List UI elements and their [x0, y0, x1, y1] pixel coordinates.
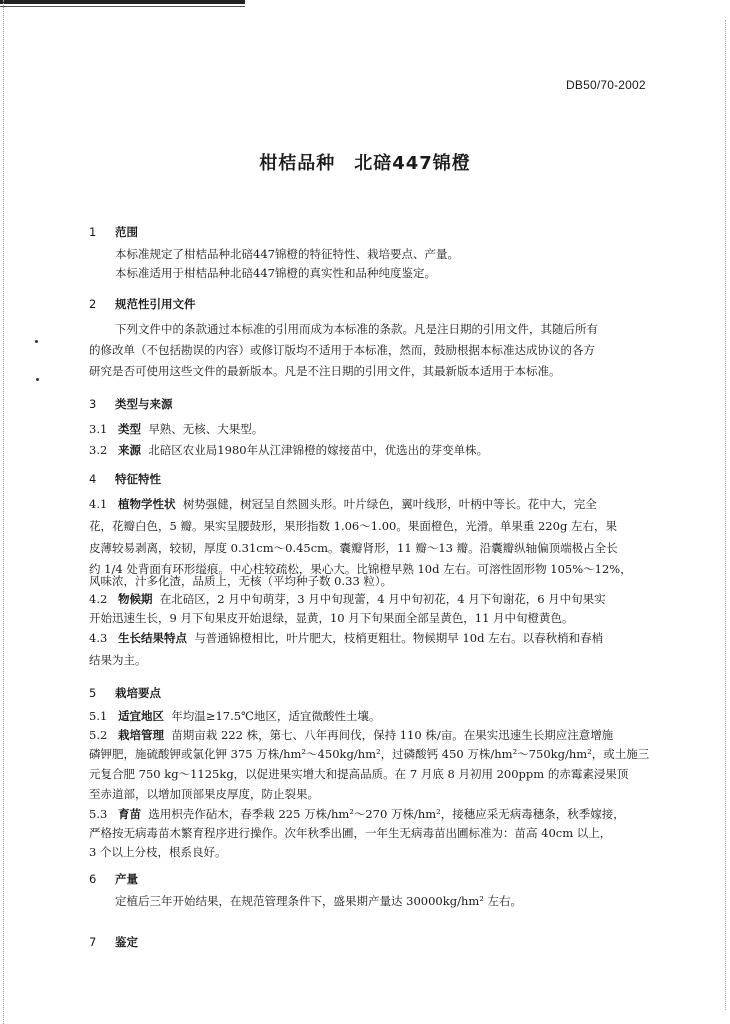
- paragraph-line: 的修改单（不包括勘误的内容）或修订版均不适用于本标准，然而，鼓励根据本标准达成协议的各方: [89, 343, 595, 357]
- scan-border-line: [0, 6, 245, 7]
- section-title: 特征特性: [115, 472, 161, 486]
- paragraph-line: 开始迅速生长，9 月下旬果皮开始退绿，显黄，10 月下旬果面全部呈黄色，11 月中旬橙黄色。: [89, 611, 574, 625]
- section-title: 类型与来源: [115, 397, 173, 411]
- paragraph-line: 元复合肥 750 kg～1125kg，以促进果实增大和提高品质。在 7 月底 8 月初用 200ppm 的赤霉素浸果顶: [89, 767, 629, 781]
- paragraph: 本标准适用于柑桔品种北碚447锦橙的真实性和品种纯度鉴定。: [115, 266, 436, 280]
- paragraph-line: 约 1/4 处背面有环形缢痕。中心柱较疏松，果心大。比锦橙早熟 10d 左右。可溶性固形物 105%～12%，: [89, 562, 632, 576]
- paragraph-line: 3 个以上分枝，根系良好。: [89, 845, 227, 859]
- paragraph: 定植后三年开始结果，在规范管理条件下，盛果期产量达 30000kg/hm² 左右。: [115, 894, 523, 908]
- section-number: 4: [89, 472, 97, 486]
- section-heading-5: [89, 685, 161, 701]
- paragraph-line: 严格按无病毒苗木繁育程序进行操作。次年秋季出圃，一年生无病毒苗出圃标准为：苗高 40cm 以上，: [89, 826, 612, 840]
- clause-text: 早熟、无核、大果型。: [148, 422, 264, 436]
- clause-3-2: [89, 442, 488, 458]
- clause-label: 育苗: [118, 807, 141, 821]
- section-title: 产量: [115, 872, 138, 886]
- paragraph-line: 花，花瓣白色，5 瓣。果实呈腰鼓形，果形指数 1.06～1.00。果面橙色，光滑。单果重 220g 左右，果: [89, 519, 617, 533]
- clause-number: 5.1: [89, 709, 108, 723]
- clause-5-1: [89, 708, 380, 724]
- paragraph-line: 下列文件中的条款通过本标准的引用而成为本标准的条款。凡是注日期的引用文件，其随后所有: [115, 322, 598, 336]
- clause-5-3: [89, 806, 625, 822]
- clause-number: 4.1: [89, 497, 108, 511]
- clause-label: 生长结果特点: [118, 631, 187, 645]
- section-number: 2: [89, 297, 97, 311]
- paragraph-line: 皮薄较易剥离，较韧，厚度 0.31cm～0.45cm。囊瓣肾形，11 瓣～13 瓣。沿囊瓣纵轴偏顶端极占全长: [89, 541, 618, 555]
- clause-label: 栽培管理: [118, 728, 164, 742]
- clause-label: 类型: [118, 422, 141, 436]
- standard-code: DB50/70-2002: [566, 78, 646, 92]
- clause-number: 5.3: [89, 807, 108, 821]
- clause-text: 树势强健，树冠呈自然圆头形。叶片绿色，翼叶线形，叶柄中等长。花中大，完全: [182, 497, 597, 511]
- section-heading-6: [89, 871, 138, 887]
- clause-text: 与普通锦橙相比，叶片肥大，枝梢更粗壮。物候期早 10d 左右。以春秋梢和春梢: [194, 631, 604, 645]
- section-number: 1: [89, 225, 97, 239]
- paragraph-line: 风味浓，汁多化渣，品质上，无核（平均种子数 0.33 粒）。: [89, 574, 393, 588]
- page-title: 柑桔品种 北碚447锦橙: [259, 153, 471, 174]
- clause-text: 选用枳壳作砧木，春季栽 225 万株/hm²～270 万株/hm²，接穗应采无病毒穗条，秋季嫁接，: [148, 807, 625, 821]
- clause-text: 苗期亩栽 222 株，第七、八年再间伐，保持 110 株/亩。在果实迅速生长期应注意增施: [171, 728, 614, 742]
- clause-4-2: [89, 591, 606, 607]
- paragraph-line: 至赤道部，以增加顶部果皮厚度，防止裂果。: [89, 787, 319, 801]
- paragraph-line: 研究是否可使用这些文件的最新版本。凡是不注日期的引用文件，其最新版本适用于本标准。: [89, 364, 561, 378]
- section-number: 5: [89, 686, 97, 700]
- section-number: 3: [89, 397, 97, 411]
- section-title: 栽培要点: [115, 686, 161, 700]
- scan-border-top: [0, 0, 245, 4]
- scan-speck: [36, 378, 39, 381]
- clause-5-2: [89, 727, 613, 743]
- clause-label: 来源: [118, 443, 141, 457]
- clause-text: 年均温≥17.5℃地区，适宜微酸性土壤。: [171, 709, 381, 723]
- section-heading-4: [89, 471, 161, 487]
- section-title: 鉴定: [115, 935, 138, 949]
- paragraph-line: 磷钾肥，施硫酸钾或氯化钾 375 万株/hm²～450kg/hm²，过磷酸钙 450 万株/hm²～750kg/hm²，或土施三: [89, 747, 650, 761]
- clause-label: 适宜地区: [118, 709, 164, 723]
- clause-label: 物候期: [118, 592, 153, 606]
- paragraph: 本标准规定了柑桔品种北碚447锦橙的特征特性、栽培要点、产量。: [115, 247, 459, 261]
- paragraph-line: 结果为主。: [89, 653, 147, 667]
- section-title: 规范性引用文件: [115, 297, 196, 311]
- clause-text: 北碚区农业局1980年从江津锦橙的嫁接苗中，优选出的芽变单株。: [148, 443, 489, 457]
- clause-number: 4.3: [89, 631, 108, 645]
- clause-number: 3.1: [89, 422, 108, 436]
- clause-label: 植物学性状: [118, 497, 176, 511]
- clause-4-1: [89, 496, 597, 512]
- section-heading-1: [89, 224, 138, 240]
- clause-number: 4.2: [89, 592, 108, 606]
- section-number: 6: [89, 872, 97, 886]
- section-title: 范围: [115, 225, 138, 239]
- clause-4-3: [89, 630, 603, 646]
- scan-speck: [35, 340, 38, 343]
- clause-3-1: [89, 421, 263, 437]
- section-number: 7: [89, 935, 97, 949]
- section-heading-7: [89, 934, 138, 950]
- section-heading-3: [89, 396, 173, 412]
- clause-number: 3.2: [89, 443, 108, 457]
- section-heading-2: [89, 296, 196, 312]
- clause-number: 5.2: [89, 728, 108, 742]
- clause-text: 在北碚区，2 月中旬萌芽，3 月中旬现蕾，4 月中旬初花，4 月下旬谢花，6 月中旬果实: [159, 592, 606, 606]
